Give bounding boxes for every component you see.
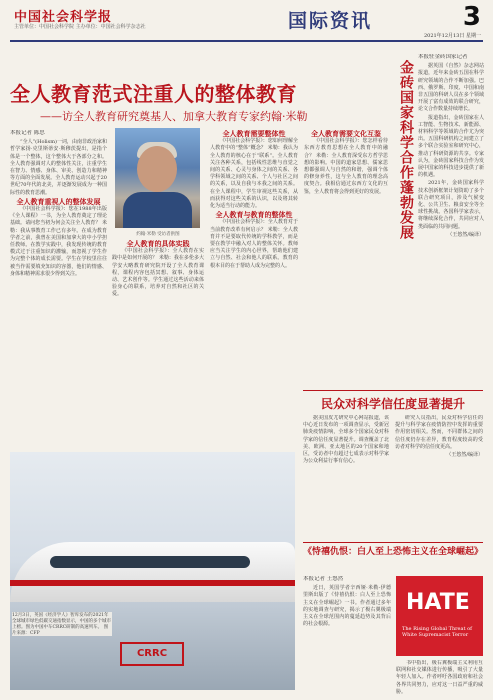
masthead-divider: [10, 40, 483, 42]
main-subheadline: ——访全人教育研究奠基人、加拿大教育专家约翰·米勒: [40, 110, 308, 123]
page-number: 3: [462, 2, 481, 32]
article-paragraph: 《中国社会科学报》：您在1988年出版《全人课程》一书，为全人教育奠定了理论基础。请问您当初为何会关注全人教育？ 米勒：我从事教育工作已有多年。在成为教育学者之前，我曾在美国和加拿大的中小学担任教师。在教学实践中，我发现传统的教育模式过于注重知识的灌输，而忽视了学生作为完整个体的成长需要。学生在学校里往往被当作需要填充知识的容器，他们的情感、身体和精神需求很少得到关注。: [10, 206, 107, 277]
trust-source: （王悠然/编译）: [446, 452, 483, 459]
trust-paragraph: 据美国皮尤研究中心网站报道，该中心近日发布的一项调查显示，受新冠肺炎疫情影响，全球多个国家民众对科学家的信任度显著提升。调查覆盖了北美、欧洲、亚太地区的20个国家和地区，受访者中有超过七成表示对科学家为公众利益行事有信心。: [303, 415, 389, 465]
brics-article-left: [350, 54, 390, 384]
interviewee-photo: [115, 128, 200, 228]
brics-source: （王悠然/编译）: [447, 231, 484, 238]
brics-paragraph: 2021年，金砖国家科学技术创新框架计划资助了多个联合研究项目，涉及气候变化、公共卫生、粮食安全等全球性挑战。各国科学家表示，将继续深化合作，共同应对人类面临的共同问题。: [418, 180, 484, 230]
issue-date: 2021年12月13日 星期一: [423, 33, 481, 39]
article-subhead-4: 全人教育需要文化互鉴: [311, 130, 381, 138]
section-divider: [303, 542, 483, 543]
photo-caption: 约翰·米勒 受访者供图: [136, 232, 180, 237]
train-photo-caption: 12月3日，英国《经济学人》智库发布的2021年全球城市绿色低碳交通指数显示，中国的多个城市上榜。图为中国中车CRRC研制的高速列车。 图片来源：CFP: [12, 613, 111, 636]
trust-article-col-2: [395, 415, 483, 540]
newspaper-logo: 中国社会科学报: [14, 10, 113, 25]
article-subhead-1: 全人教育重视人的整体发展: [16, 196, 101, 206]
photo-face: [137, 146, 177, 192]
train-window: [50, 556, 250, 568]
article-subhead-2b: 全人教育的具体实践: [126, 240, 190, 248]
book-cover-subtitle: The Rising Global Threat of White Supremacist Terror: [402, 626, 472, 638]
byline: 本报记者 王悠然: [303, 576, 344, 582]
book-article-col-1: [303, 576, 391, 694]
trust-article-col-1: [303, 415, 389, 540]
article-paragraph: 《中国社会科学报》：全人教育对于当前教育改革有何启示？ 米勒：全人教育并不是要取代传统的学科教学，而是要在教学中融入对人的整体关怀。教师应当关注学生的内心世界，帮助他们建立与自然、社会和他人的联系。教育的根本目的在于帮助人成为完整的人。: [210, 219, 298, 269]
train-body: [10, 542, 295, 602]
brics-vertical-heading: 金砖国家科学合作蓬勃发展: [398, 60, 414, 240]
main-headline: 全人教育范式注重人的整体教育: [10, 82, 297, 106]
masthead: [0, 0, 493, 40]
article-paragraph: 《中国社会科学报》：全人教育在实践中是如何开展的？ 米勒：我在多伦多大学安大略教育研究院开设了全人教育课程，课程内容包括冥想、叙事、身体运动、艺术创作等。学生通过这些活动来体验身心的联系，培养对自然和社区的关爱。: [112, 248, 204, 298]
brics-article: [418, 54, 484, 384]
byline: 本报驻金砖国家记者: [418, 54, 468, 60]
brics-paragraph: 据英国《自然》杂志网站报道，近年来金砖五国在科学研究领域的合作不断加强。巴西、俄罗斯、印度、中国和南非五国的科研人员在多个领域开展了富有成效的联合研究，论文合作数量持续增长。: [418, 63, 484, 113]
article-subhead-3: 全人教育与教育的整体性: [215, 210, 293, 220]
byline: 本报记者 陈思: [10, 130, 45, 136]
book-headline: 《恃禧仇恨：白人至上恐怖主义在全球崛起》: [303, 547, 484, 557]
book-paragraph: 近日，英国学者辛西娅·米勒-伊德里斯出版了《恃禧仇恨：白人至上恐怖主义在全球崛起》一书。作者通过多年的实地调查与研究，揭示了极右翼极端主义在全球范围内的蔓延趋势及其背后的社会根源。: [303, 585, 391, 628]
section-title: 国际资讯: [288, 10, 373, 32]
book-article-col-2: [396, 660, 483, 696]
trust-paragraph: 研究人员指出，民众对科学信任的提升与科学家在疫情防控中发挥的重要作用密切相关。然而，不同群体之间的信任度仍存在差异，教育程度较高的受访者对科学的信任度更高。: [395, 415, 483, 450]
article-paragraph: 《中国社会科学报》：您如何理解全人教育中的“整体”概念？ 米勒：我认为全人教育的核心在于“联系”。全人教育关注各种关系，包括线性思维与直觉之间的关系、心灵与身体之间的关系、各学科领域之间的关系、个人与社区之间的关系，以及自我与本我之间的关系。在全人课程中，学生审视这些关系，从而获得对这些关系的认识，以及将其转化为适当行动的能力。: [210, 138, 298, 210]
photo-shirt: [123, 192, 192, 228]
publisher-line: 主管单位：中国社会科学院 主办单位：中国社会科学杂志社: [14, 24, 146, 30]
article-column-2: [112, 240, 204, 448]
article-intro: “全人”(Holism)一词，由南非政治家和哲学家扬·克里斯蒂安·斯穆茨提出，是指个体是一个整体，这个整体大于各部分之和。全人教育强调对人的整体性关注，注重学生在智力、情感、身体、审美、创造力和精神等方面的全面发展。全人教育运动兴起于20世纪70年代的北美，并逐渐发展成为一种国际性的教育思潮。: [10, 139, 107, 196]
book-cover-image: [396, 576, 483, 656]
brics-paragraph: 报道指出，金砖国家在人工智能、生物技术、新能源、材料科学等领域的合作尤为突出。五国科研机构之间建立了多个联合实验室和研究中心，推动了科研资源的共享。专家认为，金砖国家科技合作为发展中国家的科技进步提供了新的机遇。: [418, 114, 484, 179]
high-speed-train-photo: [10, 452, 295, 690]
article-column-3: [210, 130, 298, 448]
article-paragraph: 《中国社会科学报》：您怎样看待东西方教育思想在全人教育中的融合？ 米勒：全人教育深受东方哲学思想的影响。中国的道家思想、儒家思想都强调人与自然的和谐，强调个体的修身养性，这与全人教育的理念高度契合。我相信通过东西方文化的互鉴，全人教育将会得到更好的发展。: [304, 138, 388, 195]
book-paragraph: 书中指出，极右翼极端主义利用互联网和社交媒体进行传播，吸引了大量年轻人加入。作者呼吁各国政府和社会各界共同努力，应对这一日益严重的威胁。: [396, 660, 483, 695]
article-column-1: [10, 130, 107, 448]
section-divider: [303, 390, 483, 391]
article-subhead-2: 全人教育需要整体性: [222, 130, 286, 138]
trust-headline: 民众对科学信任度显著提升: [320, 397, 465, 411]
book-cover-title: HATE: [406, 590, 470, 615]
train-stripe: [10, 580, 295, 586]
crrc-logo: CRRC: [120, 642, 184, 666]
